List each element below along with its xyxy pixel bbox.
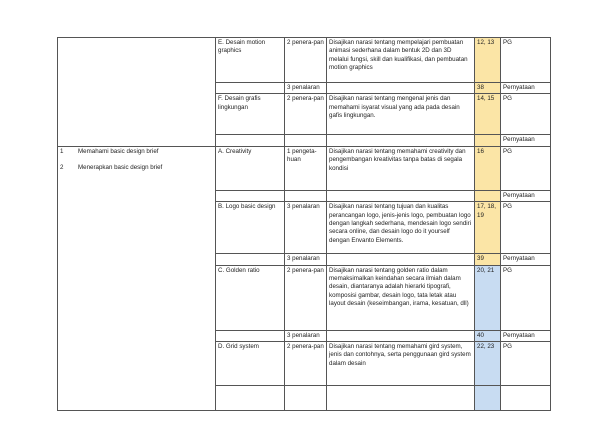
- indicator-cell: [327, 254, 475, 265]
- topic-cell: [216, 135, 285, 146]
- question-type-cell: PG: [501, 38, 551, 83]
- question-type-cell: Pernyataan: [501, 254, 551, 265]
- indicator-cell: [327, 135, 475, 146]
- question-number-cell: 16: [475, 146, 501, 190]
- topic-cell: [216, 386, 285, 411]
- objective-cell: [58, 38, 216, 147]
- level-cell: 2 penera-pan: [285, 265, 327, 330]
- question-type-cell: PG: [501, 94, 551, 135]
- indicator-cell: Disajikan narasi tentang golden ratio dalam memaksimalkan keindahan secara ilmiah dalam desain, diantaranya adalah hierarki tipografi, komposisi gambar, desain logo, tata letak atau layout desain (keseimbangan, irama, kesatuan, dll): [327, 265, 475, 330]
- question-number-cell: [475, 135, 501, 146]
- question-type-cell: PG: [501, 265, 551, 330]
- question-number-cell: [475, 386, 501, 411]
- question-type-cell: Pernyataan: [501, 190, 551, 201]
- level-cell: 2 penera-pan: [285, 342, 327, 386]
- table-row: [58, 146, 551, 190]
- level-cell: 2 penera-pan: [285, 94, 327, 135]
- indicator-cell: Disajikan narasi tentang memahami gird system, jenis dan contohnya, serta penggunaan gird system dalam desain: [327, 342, 475, 386]
- topic-cell: [216, 190, 285, 201]
- level-cell: [285, 135, 327, 146]
- indicator-cell: [327, 330, 475, 341]
- question-number-cell: 12, 13: [475, 38, 501, 83]
- indicator-cell: Disajikan narasi tentang tujuan dan kualitas perancangan logo, jenis-jenis logo, pembuatan logo dengan langkah sederhana, mendesain logo sendiri secara online, dan desain logo do it yourself dengan Envanto Elements.: [327, 202, 475, 254]
- topic-cell: A. Creativity: [216, 146, 285, 190]
- topic-cell: E. Desain motion graphics: [216, 38, 285, 83]
- objective-item: [60, 164, 213, 172]
- objective-text: Memahami basic design brief: [78, 147, 159, 155]
- question-number-cell: 22, 23: [475, 342, 501, 386]
- level-cell: 3 penalaran: [285, 330, 327, 341]
- level-cell: 3 penalaran: [285, 83, 327, 94]
- question-number-cell: 38: [475, 83, 501, 94]
- question-number-cell: 14, 15: [475, 94, 501, 135]
- indicator-cell: [327, 386, 475, 411]
- question-number-cell: 20, 21: [475, 265, 501, 330]
- question-number-cell: [475, 190, 501, 201]
- question-type-cell: [501, 386, 551, 411]
- level-cell: [285, 190, 327, 201]
- objective-text: Menerapkan basic design brief: [78, 164, 163, 172]
- question-number-cell: 40: [475, 330, 501, 341]
- level-cell: 1 pengeta-huan: [285, 146, 327, 190]
- topic-cell: C. Golden ratio: [216, 265, 285, 330]
- question-type-cell: Pernyataan: [501, 330, 551, 341]
- indicator-cell: Disajikan narasi tentang memahami creativity dan pengembangan kreativitas tanpa batas di segala kondisi: [327, 146, 475, 190]
- indicator-cell: Disajikan narasi tentang mempelajari pembuatan animasi sederhana dalam bentuk 2D dan 3D melalui fungsi, skill dan kualifikasi, dan pembuatan motion graphics: [327, 38, 475, 83]
- objective-item: [60, 148, 213, 156]
- level-cell: 3 penalaran: [285, 254, 327, 265]
- question-grid-table: [57, 37, 551, 411]
- topic-cell: [216, 254, 285, 265]
- question-number-cell: 39: [475, 254, 501, 265]
- topic-cell: [216, 83, 285, 94]
- question-type-cell: PG: [501, 202, 551, 254]
- question-type-cell: Pernyataan: [501, 135, 551, 146]
- topic-cell: F. Desain grafis lingkungan: [216, 94, 285, 135]
- indicator-cell: [327, 190, 475, 201]
- topic-cell: [216, 330, 285, 341]
- topic-cell: D. Grid system: [216, 342, 285, 386]
- objective-number: 1: [60, 147, 64, 155]
- objective-number: 2: [60, 164, 64, 172]
- question-type-cell: Pernyataan: [501, 83, 551, 94]
- question-type-cell: PG: [501, 146, 551, 190]
- topic-cell: B. Logo basic design: [216, 202, 285, 254]
- table-row: [58, 38, 551, 83]
- indicator-cell: Disajikan narasi tentang mengenal jenis dan memahami isyarat visual yang ada pada desain gafis lingkungan.: [327, 94, 475, 135]
- level-cell: 2 penera-pan: [285, 38, 327, 83]
- level-cell: 3 penalaran: [285, 202, 327, 254]
- indicator-cell: [327, 83, 475, 94]
- question-type-cell: PG: [501, 342, 551, 386]
- objective-cell: [58, 146, 216, 410]
- level-cell: [285, 386, 327, 411]
- question-number-cell: 17, 18, 19: [475, 202, 501, 254]
